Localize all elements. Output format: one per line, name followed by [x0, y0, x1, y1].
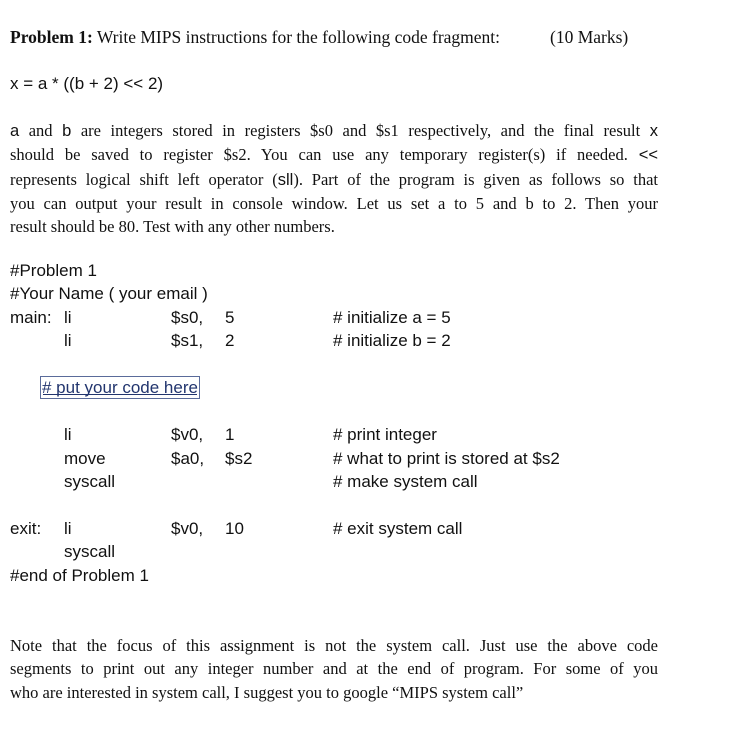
- code-header-problem: #Problem 1: [10, 261, 97, 280]
- instr-comment: # make system call: [333, 472, 478, 491]
- instr-register: $s1,: [171, 331, 204, 350]
- var-x: x: [649, 122, 658, 140]
- instr-op: li: [64, 308, 72, 327]
- code-expression: x = a * ((b + 2) << 2): [10, 74, 164, 93]
- note-paragraph: [10, 634, 658, 704]
- description-line: you can output your result in console window. Let us set a to 5 and b to 2. Then your: [10, 193, 658, 213]
- code-header-name: #Your Name ( your email ): [10, 284, 208, 303]
- description-line: result should be 80. Test with any other numbers.: [10, 217, 335, 237]
- instr-comment: # print integer: [333, 425, 437, 444]
- instr-op: li: [64, 331, 72, 350]
- sll-keyword: sll: [277, 170, 294, 189]
- description-text: and: [19, 121, 63, 140]
- description-text: ). Part of the program is given as follows so that: [293, 169, 658, 189]
- instr-comment: # exit system call: [333, 519, 463, 538]
- instr-op: syscall: [64, 542, 116, 561]
- instr-register: $a0,: [171, 449, 205, 468]
- var-a: a: [10, 122, 20, 140]
- instr-operand: 1: [225, 425, 235, 444]
- code-placeholder[interactable]: # put your code here: [42, 378, 198, 397]
- instr-op: syscall: [64, 472, 116, 491]
- instr-comment: # initialize b = 2: [333, 331, 451, 350]
- instr-register: $v0,: [171, 425, 204, 444]
- problem-title: [10, 27, 500, 48]
- instr-operand: 2: [225, 331, 235, 350]
- note-line: segments to print out any integer number and at the end of program. For some of you: [10, 659, 658, 679]
- instr-comment: # initialize a = 5: [333, 308, 451, 327]
- label-main: main:: [10, 308, 52, 327]
- description-text: are integers stored in registers $s0 and $s1 respectively, and the final result: [71, 121, 650, 140]
- instr-register: $v0,: [171, 519, 204, 538]
- description-text: should be saved to register $s2. You can use any temporary register(s) if needed.: [10, 145, 639, 165]
- code-footer: #end of Problem 1: [10, 566, 149, 585]
- description-text: represents logical shift left operator (: [10, 169, 278, 189]
- instr-op: li: [64, 519, 72, 538]
- var-b: b: [62, 122, 72, 140]
- problem-label: Problem 1:: [10, 27, 93, 47]
- description-line: [10, 119, 658, 143]
- description-line: [10, 168, 658, 192]
- instr-operand: 10: [225, 519, 244, 538]
- instr-op: move: [64, 449, 106, 468]
- problem-text: Write MIPS instructions for the following code fragment:: [96, 27, 501, 47]
- instr-register: $s0,: [171, 308, 204, 327]
- note-line: Note that the focus of this assignment is not the system call. Just use the above code: [10, 636, 658, 655]
- instr-op: li: [64, 425, 72, 444]
- instr-operand: 5: [225, 308, 235, 327]
- instr-comment: # what to print is stored at $s2: [333, 449, 560, 468]
- marks-label: (10 Marks): [550, 27, 629, 47]
- shift-operator: <<: [638, 146, 658, 165]
- description-line: [10, 143, 658, 167]
- description-paragraph: [10, 119, 658, 238]
- instr-operand: $s2: [225, 449, 253, 468]
- note-line: who are interested in system call, I suggest you to google “MIPS system call”: [10, 682, 524, 702]
- label-exit: exit:: [10, 519, 42, 538]
